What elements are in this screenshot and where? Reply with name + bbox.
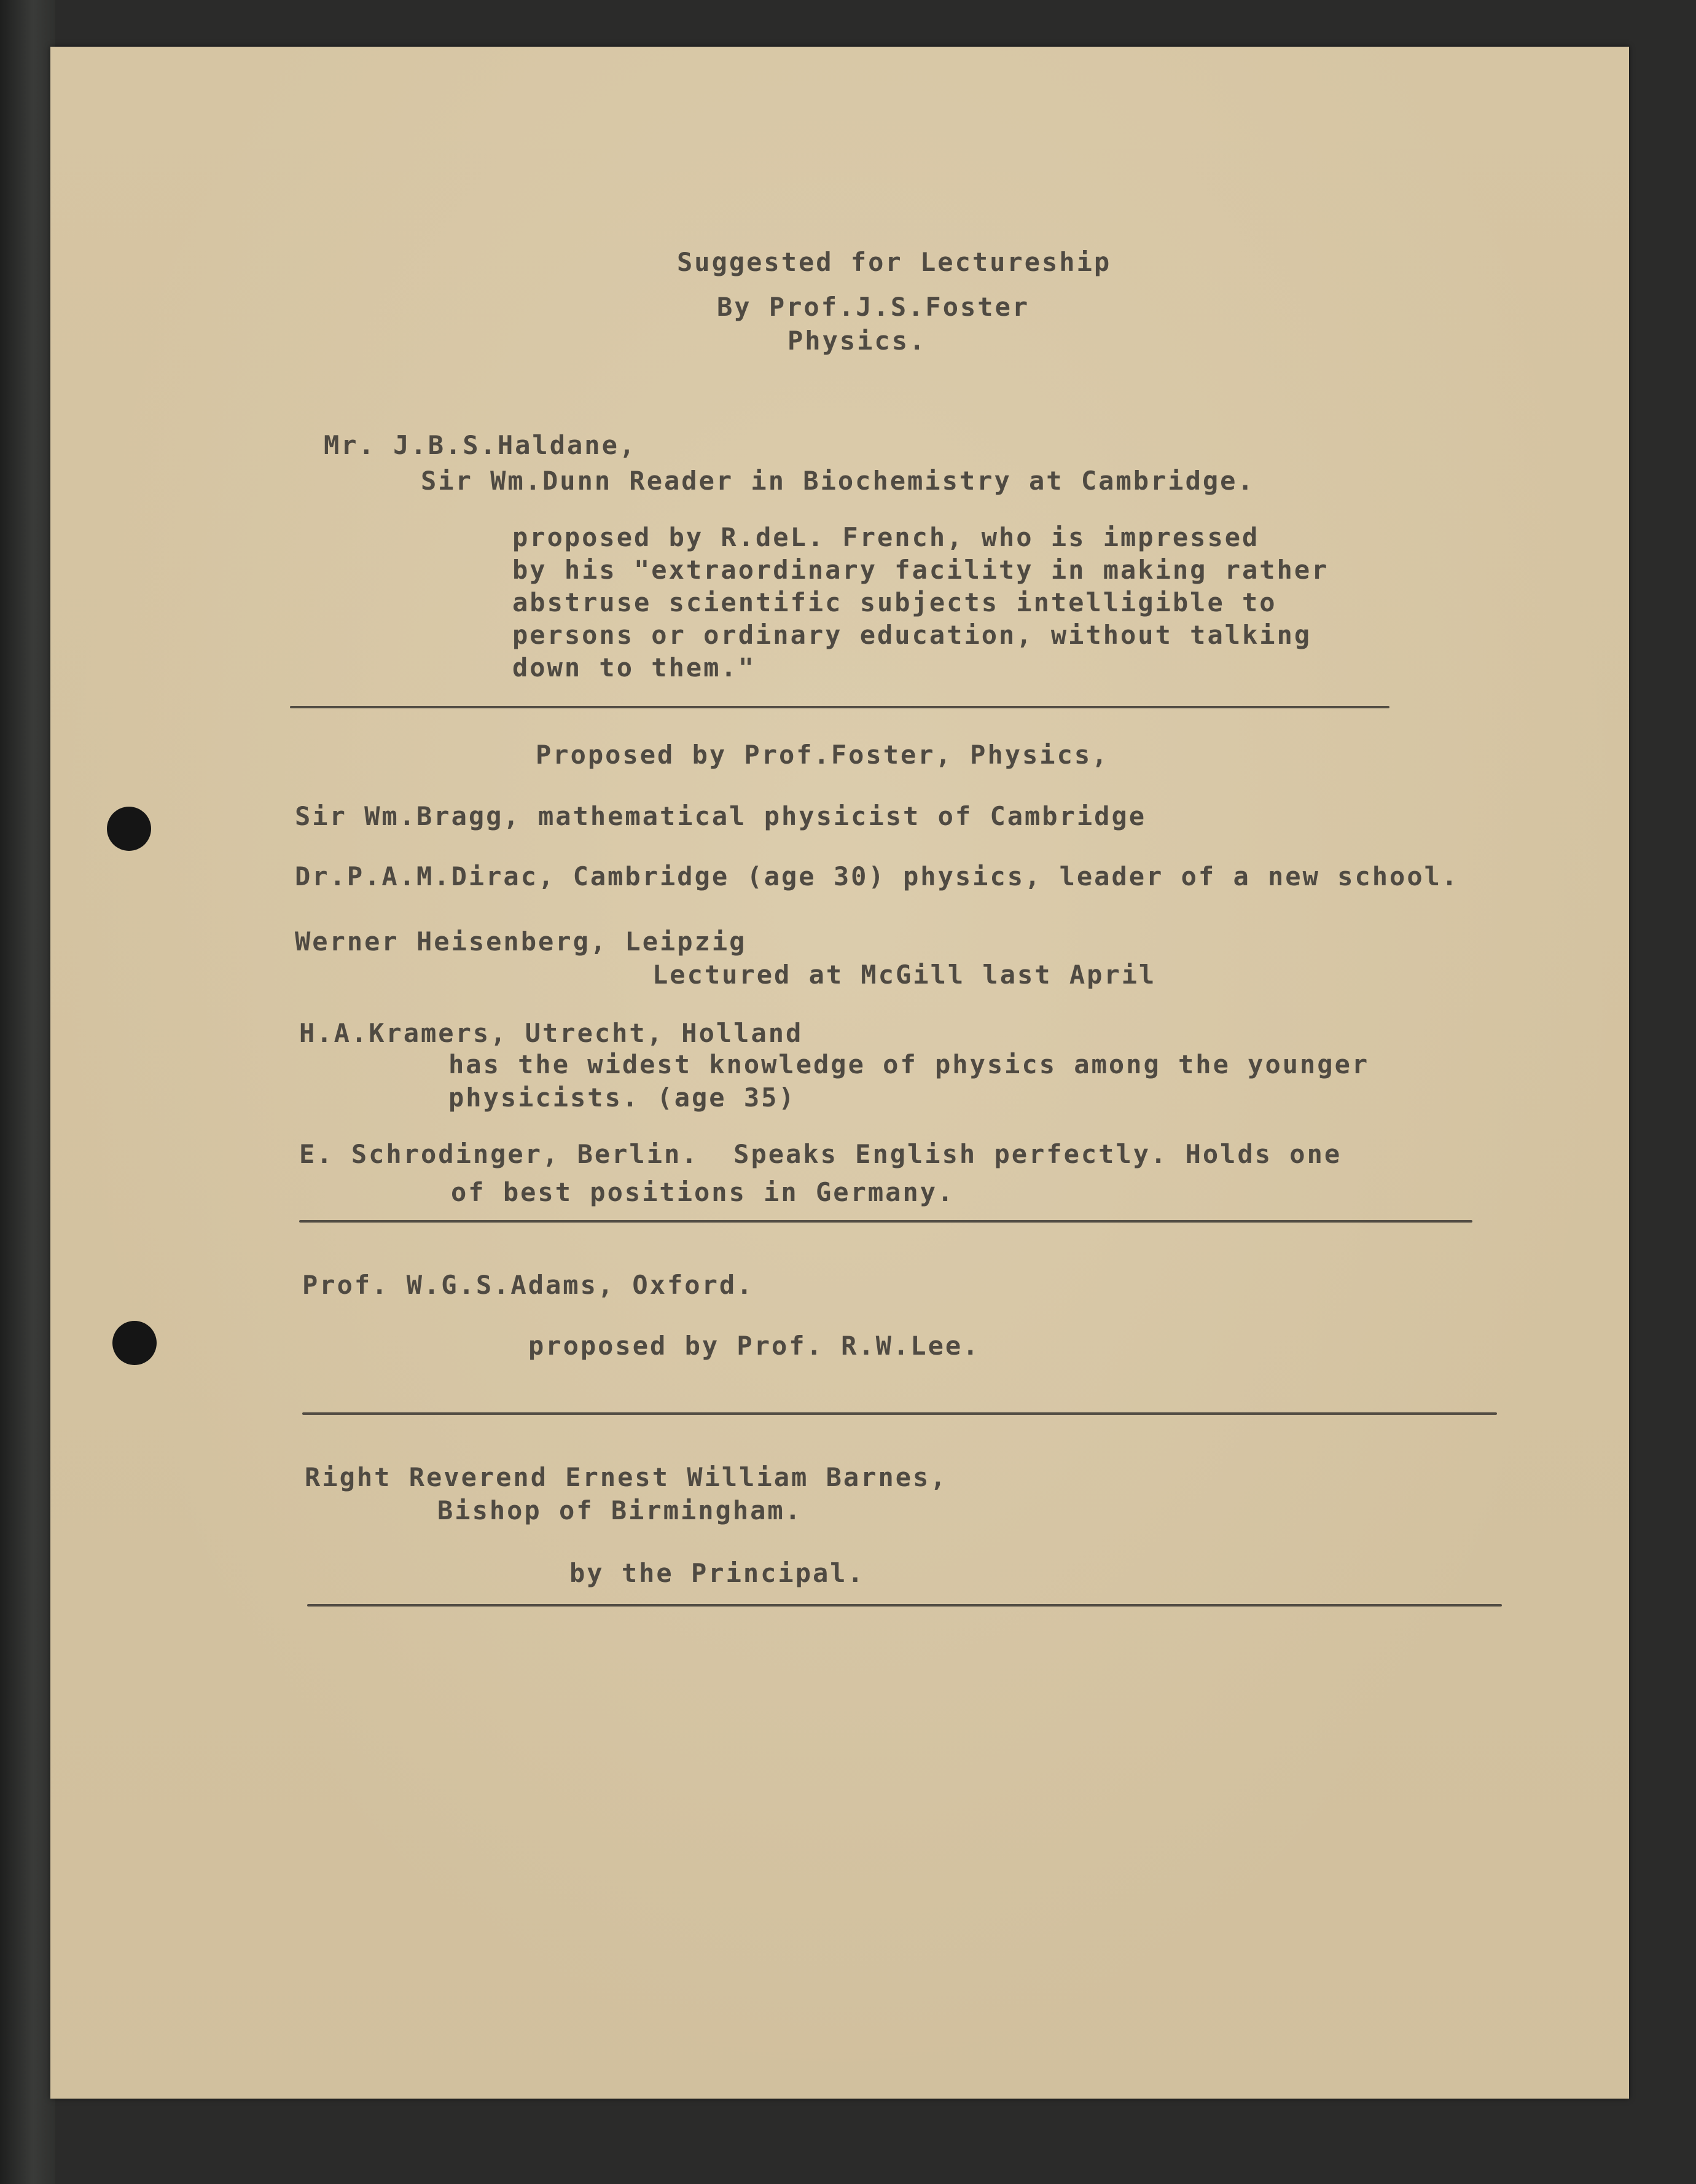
foster-heading: Proposed by Prof.Foster, Physics, <box>536 740 1109 770</box>
haldane-note-line: down to them." <box>512 652 756 683</box>
haldane-note-line: persons or ordinary education, without talking <box>512 620 1312 650</box>
heading-department: Physics. <box>787 326 927 356</box>
section-divider <box>290 706 1389 708</box>
heading-proposer: By Prof.J.S.Foster <box>717 292 1030 322</box>
entry-bragg: Sir Wm.Bragg, mathematical physicist of Cambridge <box>295 801 1147 831</box>
adams-name: Prof. W.G.S.Adams, Oxford. <box>302 1270 754 1300</box>
section-divider <box>302 1412 1497 1415</box>
entry-kramers-name: H.A.Kramers, Utrecht, Holland <box>299 1018 803 1048</box>
heading-title: Suggested for Lectureship <box>677 247 1112 277</box>
barnes-proposer: by the Principal. <box>569 1558 865 1588</box>
entry-kramers-note: has the widest knowledge of physics among the younger <box>448 1049 1370 1079</box>
entry-schrodinger-note: of best positions in Germany. <box>451 1177 955 1207</box>
entry-kramers-note: physicists. (age 35) <box>448 1082 796 1113</box>
haldane-name: Mr. J.B.S.Haldane, <box>324 430 637 460</box>
adams-proposer: proposed by Prof. R.W.Lee. <box>528 1331 980 1361</box>
section-divider <box>299 1220 1472 1223</box>
entry-schrodinger: E. Schrodinger, Berlin. Speaks English perfectly. Holds one <box>299 1139 1342 1169</box>
punch-hole <box>107 807 151 851</box>
haldane-note-line: proposed by R.deL. French, who is impressed <box>512 522 1260 552</box>
barnes-title: Bishop of Birmingham. <box>437 1495 803 1525</box>
entry-dirac: Dr.P.A.M.Dirac, Cambridge (age 30) physics, leader of a new school. <box>295 861 1460 891</box>
scan-background <box>0 0 55 2184</box>
entry-heisenberg-name: Werner Heisenberg, Leipzig <box>295 926 747 957</box>
section-divider <box>307 1604 1502 1607</box>
haldane-note-line: abstruse scientific subjects intelligible to <box>512 587 1277 617</box>
haldane-title: Sir Wm.Dunn Reader in Biochemistry at Cambridge. <box>421 466 1255 496</box>
punch-hole <box>112 1321 157 1365</box>
haldane-note-line: by his "extraordinary facility in making rather <box>512 555 1329 585</box>
entry-heisenberg-note: Lectured at McGill last April <box>652 960 1157 990</box>
document-page <box>50 47 1629 2099</box>
barnes-name: Right Reverend Ernest William Barnes, <box>305 1462 948 1492</box>
